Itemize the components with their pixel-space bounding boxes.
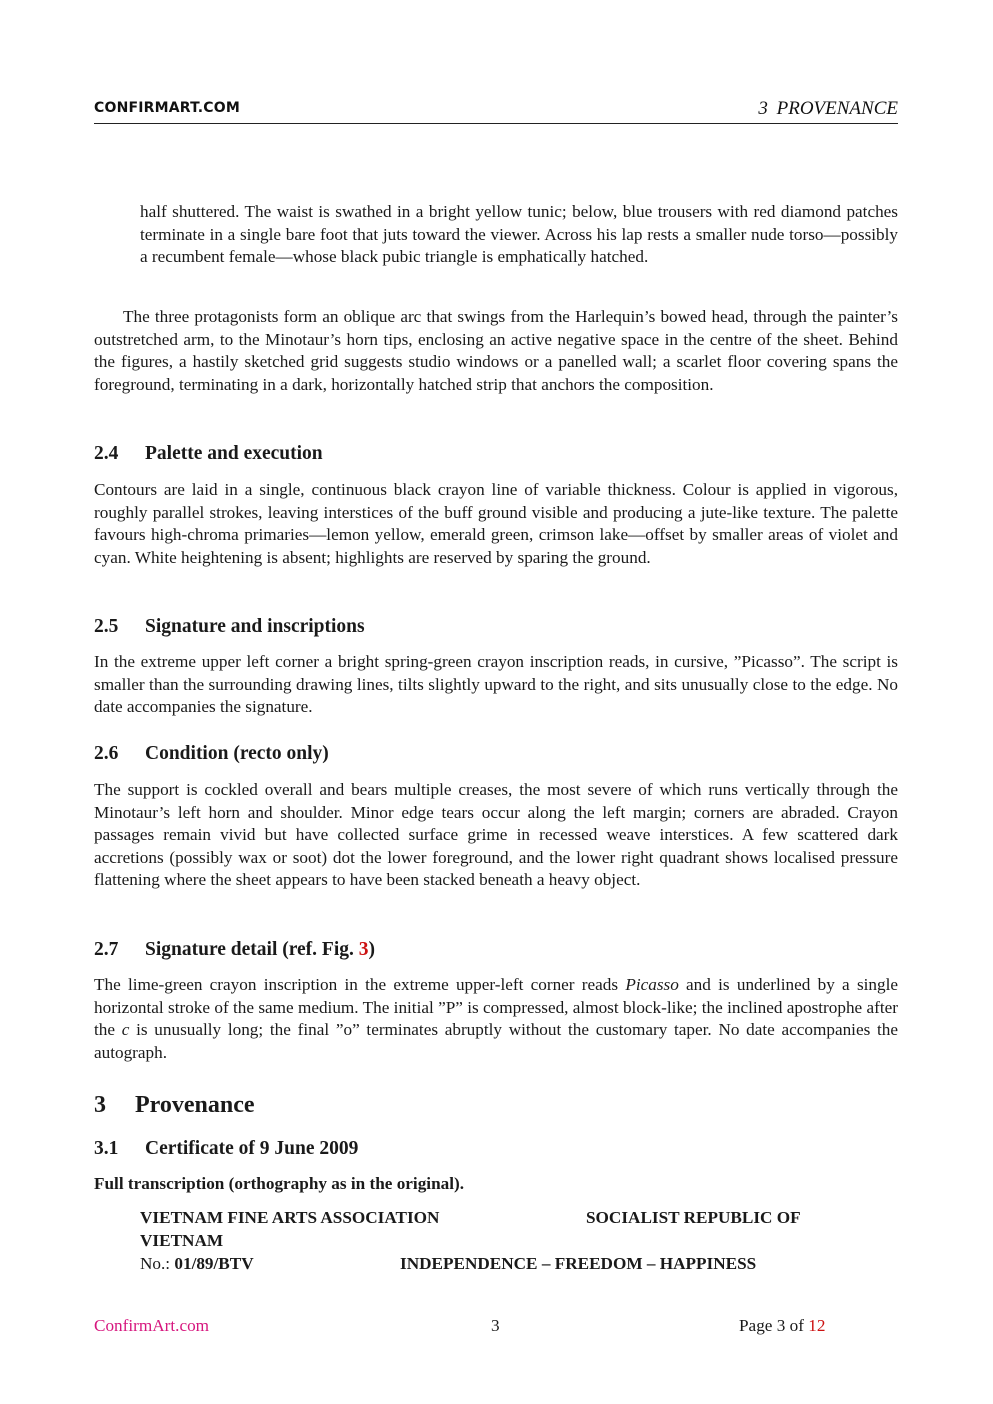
document-page bbox=[94, 0, 898, 1404]
italic-letter: c bbox=[121, 1020, 130, 1040]
header-section-title: 3 PROVENANCE bbox=[758, 98, 898, 119]
number-value: 01/89/BTV bbox=[174, 1254, 254, 1273]
section-title: Signature and inscriptions bbox=[145, 616, 365, 637]
republic-line-2: VIETNAM bbox=[140, 1231, 224, 1250]
certificate-republic-cont bbox=[140, 1230, 223, 1253]
certificate-org bbox=[140, 1207, 439, 1230]
certificate-motto bbox=[400, 1253, 756, 1276]
section-title: Certificate of 9 June 2009 bbox=[145, 1138, 359, 1159]
section-heading-3 bbox=[94, 1092, 255, 1119]
motto: INDEPENDENCE – FREEDOM – HAPPINESS bbox=[400, 1254, 757, 1273]
text-run: The lime-green crayon inscription in the extreme upper-left corner reads bbox=[94, 975, 626, 994]
transcription-note: Full transcription (orthography as in the original). bbox=[94, 1174, 465, 1193]
section-title: Signature detail (ref. Fig. bbox=[145, 939, 359, 960]
section-title: Provenance bbox=[135, 1092, 255, 1118]
section-number: 2.4 bbox=[94, 443, 119, 464]
section-heading-2-5 bbox=[94, 616, 365, 638]
footer-site-link[interactable]: ConfirmArt.com bbox=[94, 1316, 210, 1335]
org-name: VIETNAM FINE ARTS ASSOCIATION bbox=[140, 1208, 440, 1227]
section-heading-2-7 bbox=[94, 939, 375, 961]
section-title-suffix: ) bbox=[368, 939, 376, 960]
section-number: 3.1 bbox=[94, 1138, 119, 1159]
section-number: 2.7 bbox=[94, 939, 119, 960]
section-title: Palette and execution bbox=[145, 443, 323, 464]
paragraph-composition: The three protagonists form an oblique arc that swings from the Harlequin’s bowed head, through the painter’s outstretched arm, to the Minotaur’s horn tips, enclosing an active negative space in the centre of the sheet. Behind the figures, a hastily sketched grid suggests studio windows or a panelled wall; a scarlet floor covering spans the foreground, terminating in a dark, horizontally hatched strip that anchors the composition. bbox=[94, 307, 898, 394]
figure-reference-link[interactable]: 3 bbox=[358, 939, 369, 960]
italic-name: Picasso bbox=[625, 975, 679, 994]
page-prefix: Page 3 of bbox=[739, 1316, 809, 1335]
certificate-republic bbox=[586, 1207, 801, 1230]
total-pages-link[interactable]: 12 bbox=[808, 1316, 826, 1335]
section-heading-2-6 bbox=[94, 743, 329, 765]
section-title: Condition (recto only) bbox=[145, 743, 329, 764]
paragraph-signature: In the extreme upper left corner a bright spring-green crayon inscription reads, in cursive, ”Picasso”. The script is smaller than the surrounding drawing lines, tilts slightly upward to the right, and sits unusually close to the edge. No date accompanies the signature. bbox=[94, 652, 898, 717]
brand-logo: CONFIRMART.COM bbox=[94, 100, 241, 116]
text-run: is unusually long; the final ”o” terminates abruptly without the customary taper. No date accompanies the autograph. bbox=[94, 1020, 899, 1062]
section-number: 3 bbox=[94, 1092, 106, 1118]
section-heading-3-1 bbox=[94, 1138, 358, 1160]
footer-page-number: 3 bbox=[491, 1316, 500, 1335]
paragraph-palette: Contours are laid in a single, continuous black crayon line of variable thickness. Colour is applied in vigorous, roughly parallel strokes, leaving interstices of the buff ground visible and producing a jute-like texture. The palette favours high-chroma primaries—lemon yellow, emerald green, crimson lake—offset by smaller areas of violet and cyan. White heightening is absent; highlights are reserved by sparing the ground. bbox=[94, 480, 898, 567]
text-run: and is underlined by a single horizontal stroke of the same medium. The initial ”P” is compressed, almost block-like; the inclined apostrophe after the bbox=[94, 975, 899, 1040]
section-number: 2.5 bbox=[94, 616, 119, 637]
paragraph-signature-detail bbox=[94, 974, 898, 1064]
section-heading-2-4 bbox=[94, 443, 323, 465]
footer-page-count bbox=[739, 1316, 825, 1336]
number-label: No.: bbox=[140, 1254, 175, 1273]
paragraph-condition: The support is cockled overall and bears multiple creases, the most severe of which runs vertically through the Minotaur’s left horn and shoulder. Minor edge tears occur along the left margin; corners are abraded. Crayon passages remain vivid but have collected surface grime in recessed weave interstices. A few scattered dark accretions (possibly wax or soot) dot the lower foreground, and the lower right quadrant shows localised pressure flattening where the sheet appears to have been stacked beneath a heavy object. bbox=[94, 780, 898, 890]
section-number: 2.6 bbox=[94, 743, 119, 764]
republic-line: SOCIALIST REPUBLIC OF bbox=[586, 1208, 801, 1227]
certificate-number bbox=[140, 1253, 254, 1276]
quoted-paragraph: half shuttered. The waist is swathed in a bright yellow tunic; below, blue trousers with red diamond patches terminate in a single bare foot that juts toward the viewer. Across his lap rests a smaller nude torso—possibly a recumbent female—whose black pubic triangle is emphatically hatched. bbox=[140, 202, 898, 267]
running-header bbox=[94, 96, 898, 124]
